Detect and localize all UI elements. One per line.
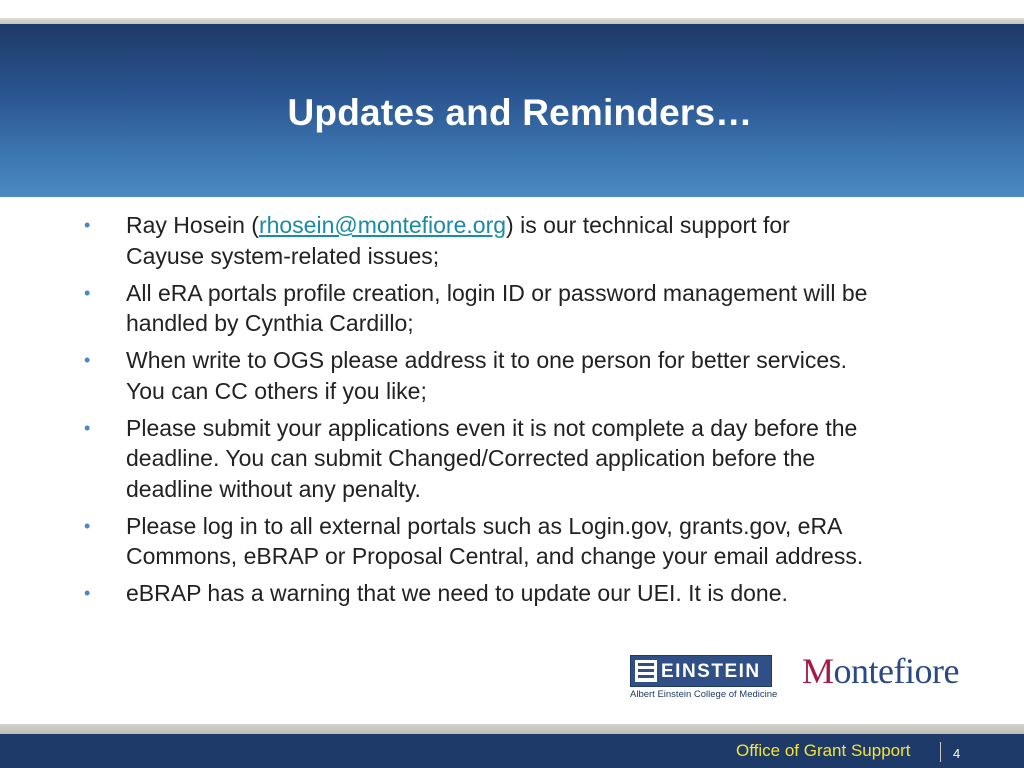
bullet-icon: • <box>84 417 91 438</box>
bullet-item-ebrap <box>80 578 970 609</box>
bullet-item-submit <box>80 413 970 505</box>
bullet-text: Ray Hosein ( <box>126 212 259 238</box>
bullet-text: Please log in to all external portals such as Login.gov, grants.gov, eRA <box>126 512 843 539</box>
bottom-rule <box>0 724 1024 734</box>
bullet-text: Cayuse system-related issues; <box>126 242 440 269</box>
bullet-icon: • <box>84 515 91 536</box>
einstein-logo-word: EINSTEIN <box>661 661 761 682</box>
bullet-list <box>80 210 970 615</box>
montefiore-logo-initial: M <box>802 651 834 691</box>
bullet-text: ) is our technical support for <box>506 212 790 238</box>
top-strip <box>0 0 1024 18</box>
bullet-icon: • <box>84 583 91 603</box>
bullet-text: Please submit your applications even it is not complete a day before the <box>126 414 858 441</box>
montefiore-logo <box>802 650 959 692</box>
bullet-icon: • <box>84 350 91 370</box>
bullet-item-ogs <box>80 345 970 406</box>
slide-title: Updates and Reminders… <box>287 92 753 133</box>
einstein-e-icon <box>635 660 657 682</box>
bullet-item-support <box>80 210 970 271</box>
bullet-text: All eRA portals profile creation, login ID or password management will be <box>126 279 868 306</box>
bullet-text: eBRAP has a warning that we need to update our UEI. It is done. <box>126 580 788 606</box>
einstein-logo <box>630 655 778 701</box>
einstein-logo-subtitle: Albert Einstein College of Medicine <box>630 689 778 700</box>
email-link[interactable]: rhosein@montefiore.org <box>258 212 507 238</box>
bullet-text: When write to OGS please address it to one person for better services. <box>126 347 848 373</box>
page-number: 4 <box>953 746 961 761</box>
montefiore-logo-rest: ontefiore <box>833 651 959 691</box>
bullet-text: deadline. You can submit Changed/Corrected application before the <box>126 445 816 471</box>
bullet-text: Commons, eBRAP or Proposal Central, and change your email address. <box>126 543 864 569</box>
bullet-text: deadline without any penalty. <box>126 475 421 502</box>
footer-separator <box>940 742 941 762</box>
footer-office-label: Office of Grant Support <box>736 741 911 760</box>
bullet-icon: • <box>84 282 91 303</box>
bullet-item-portals <box>80 511 970 572</box>
bullet-text: You can CC others if you like; <box>126 377 427 404</box>
bullet-item-era <box>80 278 970 339</box>
einstein-logo-box <box>630 655 772 687</box>
bullet-text: handled by Cynthia Cardillo; <box>126 310 414 336</box>
bullet-icon: • <box>84 215 91 235</box>
